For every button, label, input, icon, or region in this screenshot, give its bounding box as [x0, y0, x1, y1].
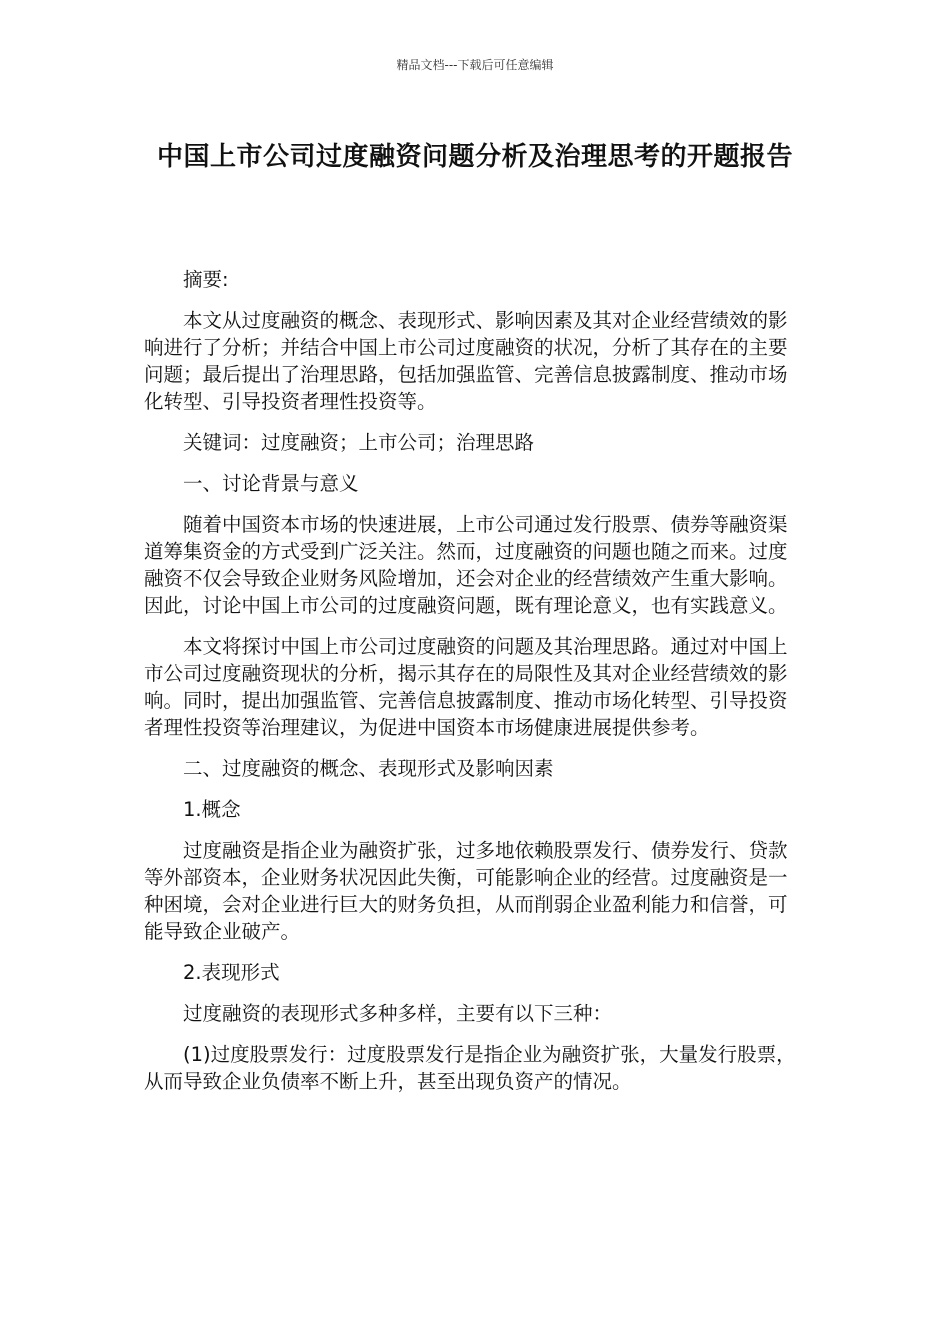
body-paragraph: 随着中国资本市场的快速进展，上市公司通过发行股票、债券等融资渠道筹集资金的方式受到广泛关注。然而，过度融资的问题也随之而来。过度融资不仅会导致企业财务风险增加，还会对企业的经营绩效产生重大影响。因此，讨论中国上市公司的过度融资问题，既有理论意义，也有实践意义。 — [144, 513, 788, 617]
subsection-heading-forms: 2.表现形式 — [183, 961, 280, 984]
body-paragraph: 过度融资是指企业为融资扩张，过多地依赖股票发行、债券发行、贷款等外部资本，企业财务状况因此失衡，可能影响企业的经营。过度融资是一种困境，会对企业进行巨大的财务负担，从而削弱企业盈利能力和信誉，可能导致企业破产。 — [144, 839, 788, 943]
document-body — [144, 266, 806, 1109]
keywords-line: 关键词：过度融资；上市公司；治理思路 — [183, 431, 535, 454]
abstract-paragraph: 本文从过度融资的概念、表现形式、影响因素及其对企业经营绩效的影响进行了分析；并结合中国上市公司过度融资的状况，分析了其存在的主要问题；最后提出了治理思路，包括加强监管、完善信息披露制度、推动市场化转型、引导投资者理性投资等。 — [144, 309, 788, 413]
abstract-heading: 摘要: — [183, 268, 229, 291]
body-paragraph: 本文将探讨中国上市公司过度融资的问题及其治理思路。通过对中国上市公司过度融资现状的分析，揭示其存在的局限性及其对企业经营绩效的影响。同时，提出加强监管、完善信息披露制度、推动市场化转型、引导投资者理性投资等治理建议，为促进中国资本市场健康进展提供参考。 — [144, 635, 788, 739]
subsection-heading-concept: 1.概念 — [183, 798, 241, 821]
section-heading-1: 一、讨论背景与意义 — [183, 472, 359, 495]
list-item: (1)过度股票发行：过度股票发行是指企业为融资扩张，大量发行股票，从而导致企业负债率不断上升，甚至出现负资产的情况。 — [144, 1043, 796, 1093]
header-note: 精品文档---下载后可任意编辑 — [396, 58, 554, 72]
section-heading-2: 二、过度融资的概念、表现形式及影响因素 — [183, 757, 554, 780]
document-title: 中国上市公司过度融资问题分析及治理思考的开题报告 — [156, 142, 793, 172]
body-paragraph: 过度融资的表现形式多种多样，主要有以下三种： — [183, 1002, 613, 1025]
